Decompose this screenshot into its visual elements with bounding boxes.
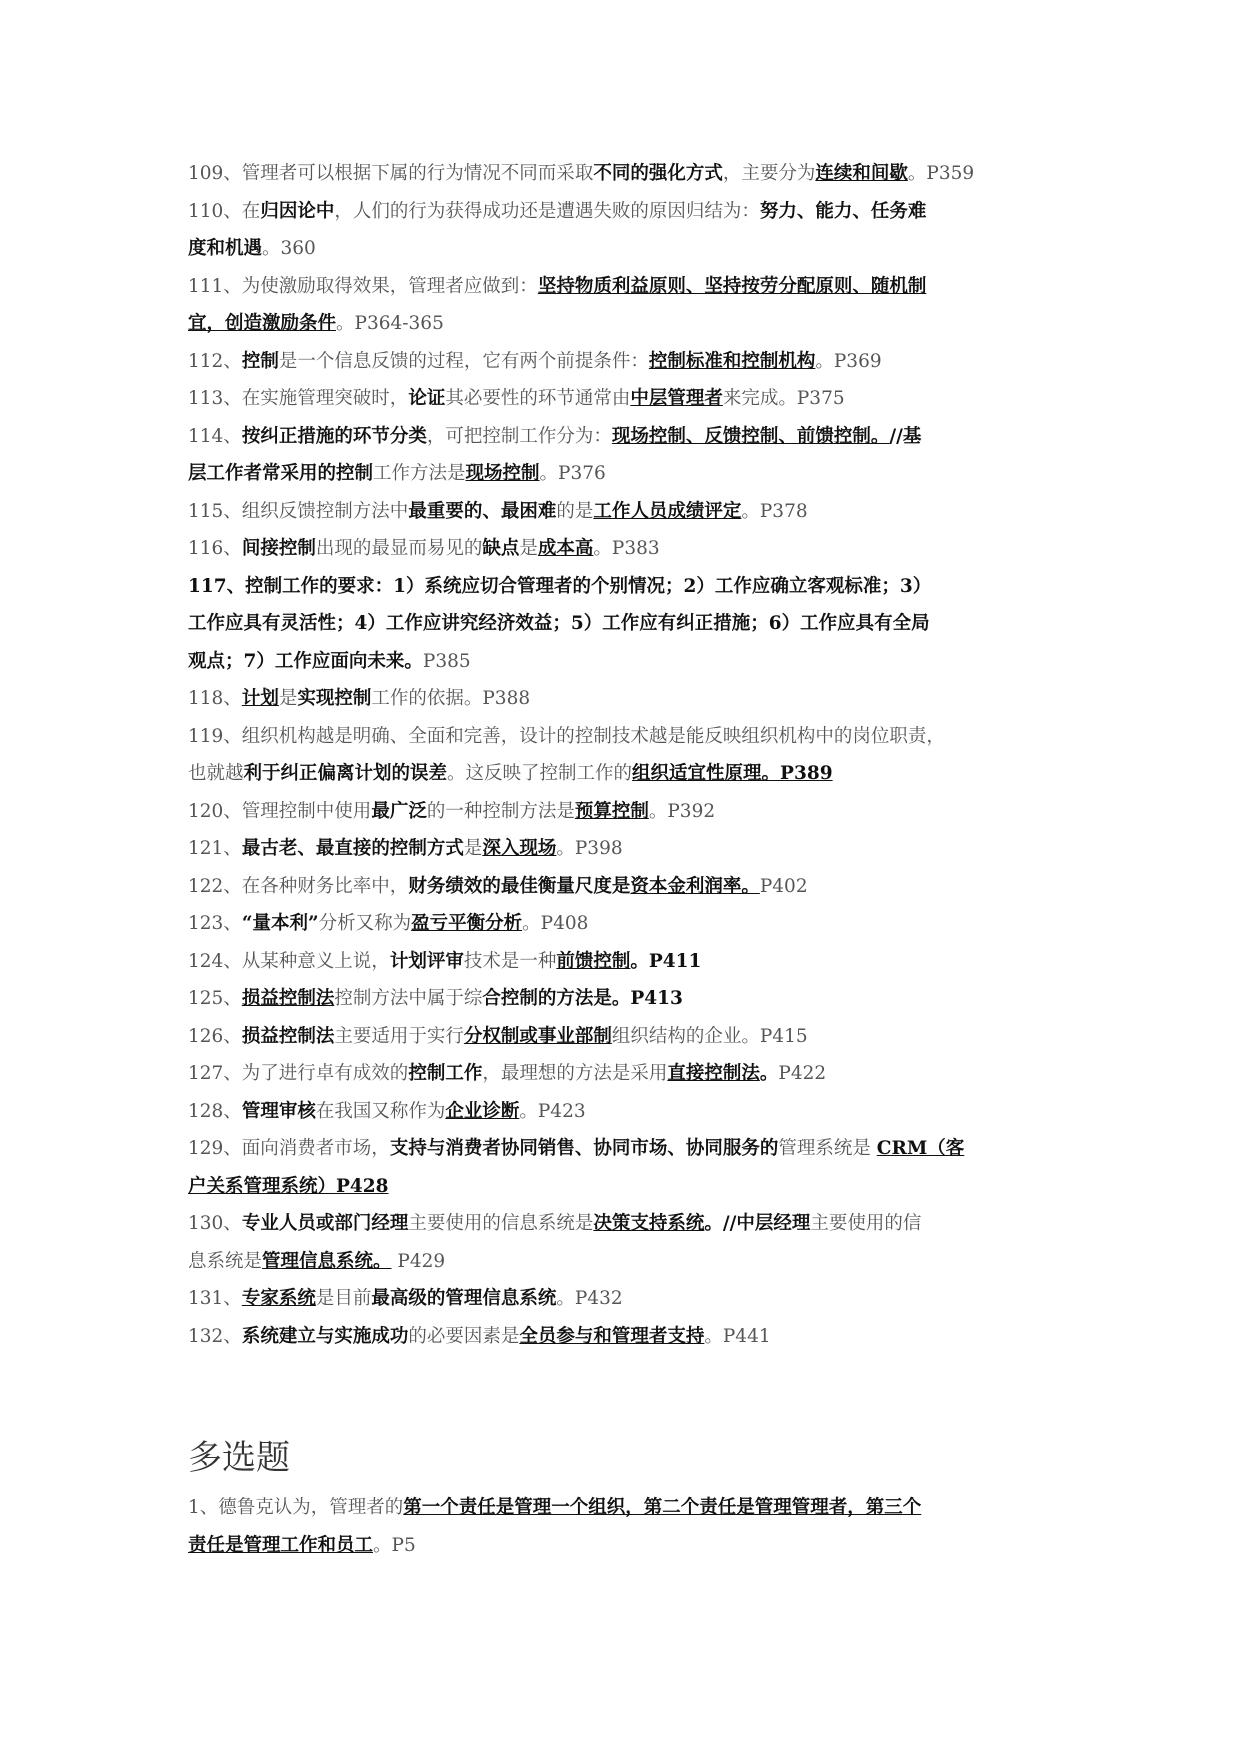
plain-text: 122、在各种财务比率中， — [188, 875, 409, 897]
underlined-answer: 户关系管理系统）P428 — [188, 1175, 389, 1197]
underlined-answer: 深入现场 — [482, 838, 557, 859]
plain-text: 130、 — [188, 1213, 242, 1234]
bold-keyword: 最广泛 — [371, 800, 427, 822]
bold-keyword: 财务绩效的最佳衡量尺度是 — [408, 875, 631, 897]
text-line — [188, 1093, 1058, 1131]
bold-keyword: 归因论中 — [260, 200, 335, 222]
text-line — [188, 455, 1058, 493]
underlined-answer: 资本金利润率。 — [630, 875, 760, 897]
bold-keyword: 最古老、最直接的控制方式 — [241, 838, 464, 859]
plain-text: 工作方法是 — [373, 463, 466, 484]
underlined-answer: 组织适宜性原理。P389 — [632, 763, 833, 784]
text-line — [188, 1318, 1058, 1356]
plain-text: 是 — [463, 838, 483, 859]
plain-text: 来完成。P375 — [722, 388, 845, 409]
text-line — [188, 1205, 1058, 1243]
underlined-answer: 连续和间歇 — [815, 163, 908, 184]
underlined-answer: 全员参与和管理者支持 — [519, 1325, 705, 1347]
text-line — [188, 868, 1058, 906]
bold-keyword: 利于纠正偏离计划的误差 — [243, 763, 448, 784]
plain-text: ，人们的行为获得成功还是遭遇失败的原因归结为： — [334, 200, 760, 222]
plain-text: 的一种控制方法是 — [426, 800, 575, 822]
bold-keyword: 按纠正措施的环节分类 — [241, 425, 427, 447]
plain-text: 是目前 — [315, 1288, 372, 1309]
underlined-answer: 责任是管理工作和员工 — [188, 1534, 374, 1556]
underlined-answer: 中层管理者 — [630, 388, 723, 409]
bold-keyword: 管理审核 — [241, 1100, 316, 1122]
plain-text: 。P408 — [522, 913, 589, 934]
plain-text: ，可把控制工作分为： — [426, 425, 612, 447]
bold-keyword: “量本利” — [241, 913, 319, 934]
underlined-answer: 盈亏平衡分析 — [411, 913, 523, 934]
plain-text: 也就越 — [188, 763, 244, 784]
plain-text: 。P398 — [556, 838, 623, 859]
text-line — [188, 493, 1058, 531]
underlined-answer: 直接控制法 — [667, 1063, 760, 1084]
text-line — [188, 643, 1058, 681]
underlined-answer: 损益控制法 — [241, 988, 335, 1009]
bold-keyword: 。//中层经理 — [704, 1213, 811, 1234]
plain-text: 。360 — [262, 238, 316, 259]
bold-keyword: 最重要的、最困难 — [408, 500, 557, 522]
plain-text: P422 — [778, 1063, 827, 1084]
bold-keyword: 。P411 — [630, 950, 702, 972]
text-line — [188, 1130, 1058, 1168]
plain-text: P429 — [391, 1250, 446, 1272]
plain-text: P385 — [422, 650, 471, 672]
plain-text: 114、 — [188, 425, 242, 447]
text-line — [188, 980, 1058, 1018]
underlined-answer: 成本高 — [537, 538, 594, 559]
bold-keyword: 。 — [759, 1063, 779, 1084]
text-line — [188, 380, 1058, 418]
plain-text: 111、为使激励取得效果，管理者应做到： — [188, 275, 538, 297]
text-line — [188, 193, 1058, 231]
text-line — [188, 943, 1058, 981]
section-question-list — [188, 1489, 1058, 1564]
text-line — [188, 793, 1058, 831]
text-line — [188, 268, 1058, 306]
underlined-answer: 第一个责任是管理一个组织，第二个责任是管理管理者，第三个 — [403, 1497, 922, 1518]
bold-keyword: 专业人员或部门经理 — [241, 1213, 409, 1234]
bold-keyword: 实现控制 — [297, 688, 372, 709]
underlined-answer: 现场控制 — [465, 463, 540, 484]
plain-text: 120、管理控制中使用 — [188, 800, 372, 822]
text-line — [188, 605, 1058, 643]
plain-text: 115、组织反馈控制方法中 — [188, 500, 409, 522]
text-line — [188, 1489, 1058, 1527]
plain-text: ，主要分为 — [722, 163, 816, 184]
plain-text: 125、 — [188, 988, 242, 1009]
plain-text: 主要使用的信息系统是 — [408, 1213, 594, 1234]
underlined-answer: 控制标准和控制机构 — [648, 350, 816, 372]
plain-text: 管理系统是 — [778, 1138, 877, 1159]
plain-text: 112、 — [188, 350, 242, 372]
underlined-answer: 坚持物质利益原则、坚持按劳分配原则、随机制 — [537, 275, 927, 297]
text-line — [188, 230, 1058, 268]
bold-keyword: 论证 — [408, 388, 446, 409]
underlined-answer: CRM（客 — [876, 1138, 965, 1159]
text-line — [188, 343, 1058, 381]
plain-text: 121、 — [188, 838, 242, 859]
bold-keyword: 控制工作 — [408, 1063, 483, 1084]
plain-text: 126、 — [188, 1025, 242, 1047]
underlined-answer: 宜，创造激励条件 — [188, 313, 337, 334]
section-title: 多选题 — [188, 1438, 290, 1478]
text-line — [188, 568, 1058, 606]
plain-text: 。P441 — [704, 1325, 771, 1347]
bold-keyword: 缺点 — [482, 538, 520, 559]
underlined-answer: 决策支持系统 — [593, 1213, 705, 1234]
plain-text: 116、 — [188, 538, 242, 559]
plain-text: 132、 — [188, 1325, 242, 1347]
plain-text: 。这反映了控制工作的 — [447, 763, 633, 784]
underlined-answer: 分权制或事业部制 — [463, 1025, 612, 1047]
plain-text: 109、管理者可以根据下属的行为情况不同而采取 — [188, 163, 594, 184]
question-list — [188, 155, 1058, 1355]
section-gap — [188, 1355, 1058, 1427]
plain-text: 其必要性的环节通常由 — [445, 388, 631, 409]
plain-text: 127、为了进行卓有成效的 — [188, 1063, 409, 1084]
plain-text: 。P364-365 — [336, 313, 444, 334]
plain-text: 。P5 — [373, 1534, 416, 1556]
text-line — [188, 530, 1058, 568]
bold-keyword: 观点；7）工作应面向未来。 — [188, 650, 423, 672]
text-line — [188, 755, 1058, 793]
plain-text: 分析又称为 — [318, 913, 412, 934]
underlined-answer: 前馈控制 — [556, 950, 631, 972]
plain-text: 129、面向消费者市场， — [188, 1138, 390, 1159]
bold-keyword: 不同的强化方式 — [593, 163, 723, 184]
plain-text: 。P392 — [648, 800, 716, 822]
document-page — [188, 155, 1058, 1564]
bold-keyword: 损益控制法 — [241, 1025, 335, 1047]
underlined-answer: 现场控制、反馈控制、前馈控制。 — [611, 425, 890, 447]
bold-keyword: 控制 — [241, 350, 279, 372]
plain-text: 技术是一种 — [463, 950, 557, 972]
text-line — [188, 718, 1058, 756]
plain-text: 的是 — [556, 500, 594, 522]
text-line — [188, 1527, 1058, 1565]
plain-text: 119、组织机构越是明确、全面和完善，设计的控制技术越是能反映组织机构中的岗位职责， — [188, 725, 945, 747]
bold-keyword: 努力、能力、任务难 — [759, 200, 927, 222]
bold-keyword: 间接控制 — [241, 538, 316, 559]
plain-text: ，最理想的方法是采用 — [482, 1063, 668, 1084]
plain-text: 是 — [519, 538, 538, 559]
plain-text: 124、从某种意义上说， — [188, 950, 390, 972]
text-line — [188, 830, 1058, 868]
plain-text: 是 — [278, 688, 298, 709]
text-line — [188, 1243, 1058, 1281]
bold-keyword: 最高级的管理信息系统 — [371, 1288, 557, 1309]
underlined-answer: 工作人员成绩评定 — [593, 500, 742, 522]
plain-text: 。P383 — [593, 538, 660, 559]
plain-text: 118、 — [188, 688, 242, 709]
plain-text: 。P378 — [741, 500, 808, 522]
plain-text: 。P359 — [907, 163, 975, 184]
underlined-answer: 专家系统 — [241, 1288, 316, 1309]
bold-keyword: 计划评审 — [389, 950, 464, 972]
plain-text: 主要使用的信 — [810, 1213, 922, 1234]
plain-text: 110、在 — [188, 200, 261, 222]
underlined-answer: 管理信息系统。 — [262, 1250, 392, 1272]
text-line — [188, 418, 1058, 456]
plain-text: P402 — [759, 875, 808, 897]
plain-text: 。P432 — [556, 1288, 623, 1309]
plain-text: 控制方法中属于综 — [334, 988, 483, 1009]
text-line — [188, 1280, 1058, 1318]
text-line — [188, 305, 1058, 343]
bold-keyword: 度和机遇 — [188, 238, 263, 259]
text-line — [188, 1055, 1058, 1093]
plain-text: 的必要因素是 — [408, 1325, 520, 1347]
bold-keyword: 合控制的方法是。P413 — [482, 988, 683, 1009]
plain-text: 。P376 — [539, 463, 606, 484]
text-line — [188, 1168, 1058, 1206]
bold-keyword: 支持与消费者协同销售、协同市场、协同服务的 — [389, 1138, 779, 1159]
text-line — [188, 1018, 1058, 1056]
plain-text: 在我国又称作为 — [315, 1100, 446, 1122]
bold-keyword: //基 — [889, 425, 922, 447]
plain-text: 。P423 — [519, 1100, 586, 1122]
plain-text: 主要适用于实行 — [334, 1025, 464, 1047]
bold-keyword: 层工作者常采用的控制 — [188, 463, 374, 484]
plain-text: 息系统是 — [188, 1250, 263, 1272]
bold-keyword: 117、控制工作的要求：1）系统应切合管理者的个别情况；2）工作应确立客观标准；3） — [188, 575, 932, 597]
plain-text: 出现的最显而易见的 — [315, 538, 483, 559]
underlined-answer: 预算控制 — [574, 800, 649, 822]
plain-text: 131、 — [188, 1288, 242, 1309]
bold-keyword: 工作应具有灵活性；4）工作应讲究经济效益；5）工作应有纠正措施；6）工作应具有全局 — [188, 613, 930, 634]
plain-text: 128、 — [188, 1100, 242, 1122]
text-line — [188, 905, 1058, 943]
plain-text: 113、在实施管理突破时， — [188, 388, 409, 409]
plain-text: 工作的依据。P388 — [371, 688, 531, 709]
text-line — [188, 155, 1058, 193]
plain-text: 是一个信息反馈的过程，它有两个前提条件： — [278, 350, 649, 372]
underlined-answer: 企业诊断 — [445, 1100, 520, 1122]
plain-text: 123、 — [188, 913, 242, 934]
plain-text: 组织结构的企业。P415 — [611, 1025, 808, 1047]
plain-text: 1、德鲁克认为，管理者的 — [188, 1497, 404, 1518]
plain-text: 。P369 — [815, 350, 882, 372]
bold-keyword: 系统建立与实施成功 — [241, 1325, 409, 1347]
text-line — [188, 680, 1058, 718]
underlined-answer: 计划 — [241, 688, 279, 709]
